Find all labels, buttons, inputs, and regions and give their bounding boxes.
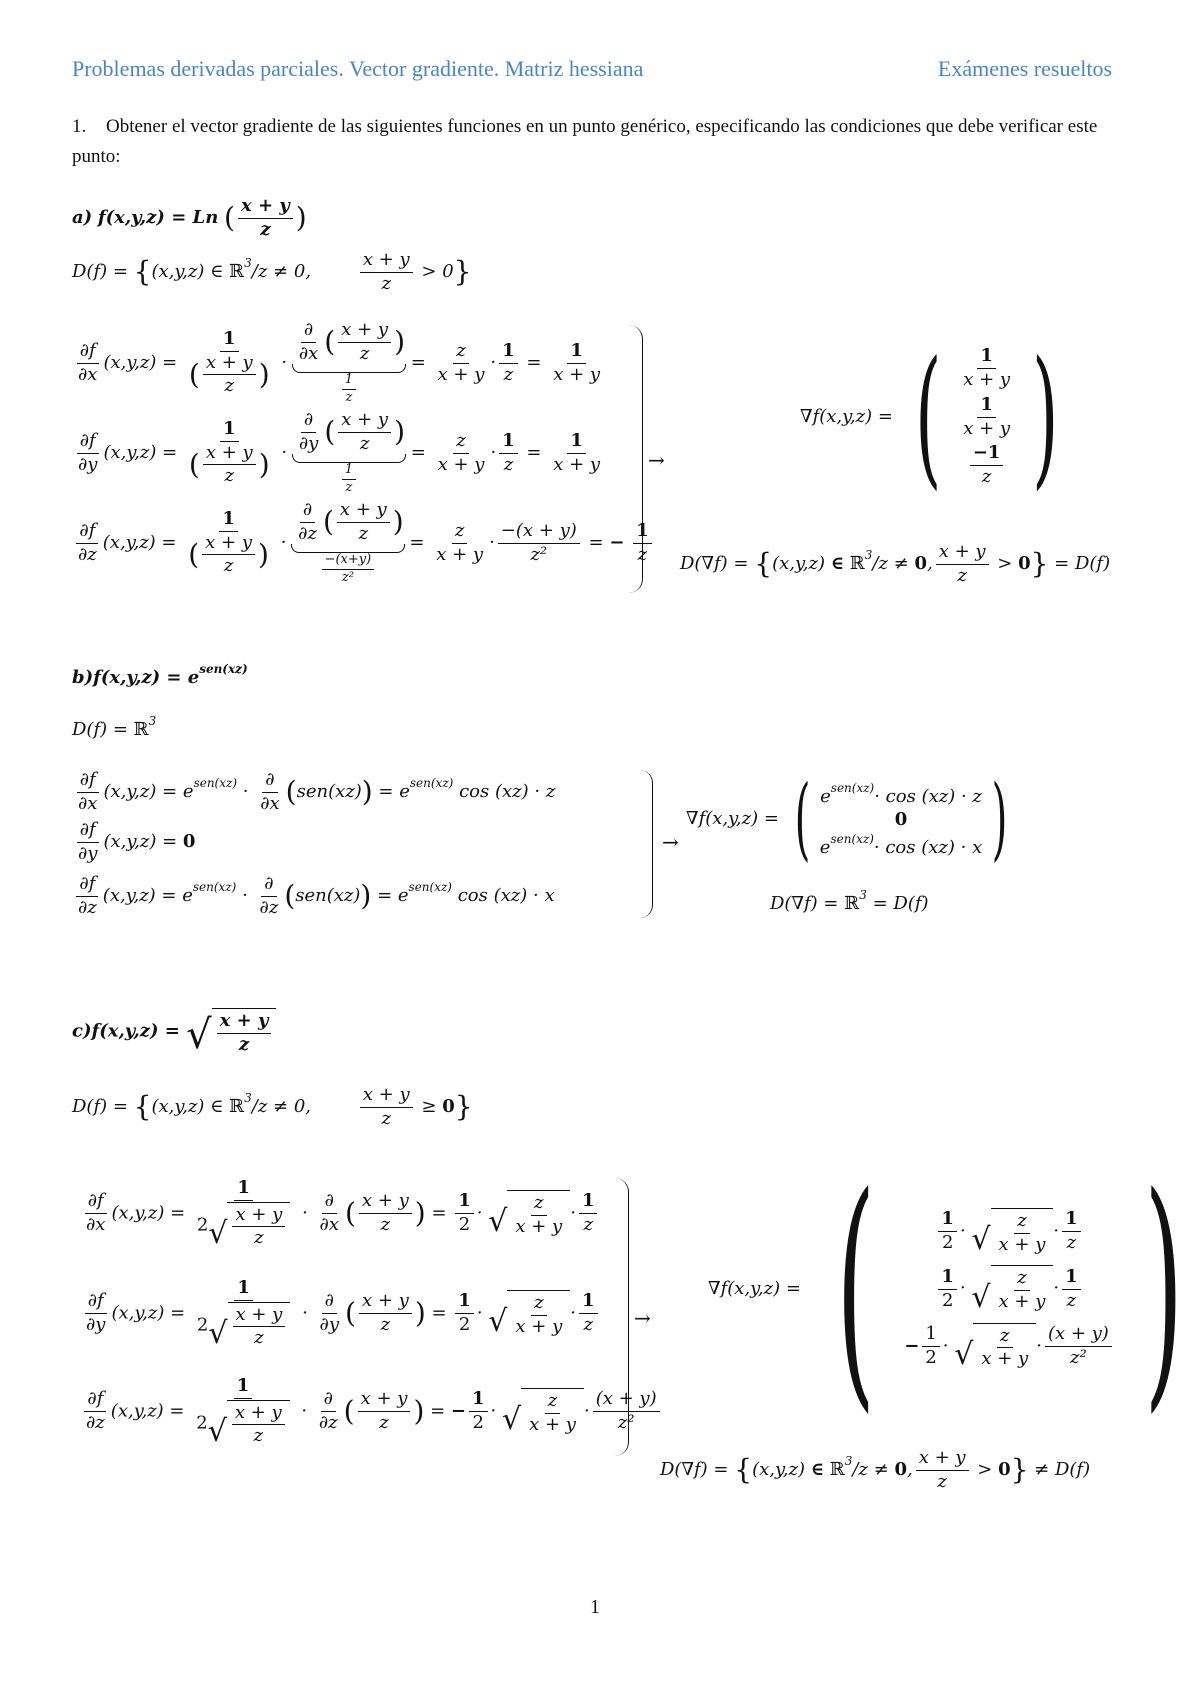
part-c-function: c)f(x,y,z) = √ $\frac{x + y}{z}$: [72, 1008, 276, 1055]
part-b-right-brace: [640, 770, 653, 918]
part-a-label: a): [72, 207, 93, 229]
part-c-label: c): [72, 1020, 92, 1042]
part-c-arrow: →: [634, 1306, 651, 1330]
part-a-gradient-domain: D(∇f) = {(x,y,z) ∈ ℝ$^3$/z ≠ 0, $\frac{x + y}{z}$ > 0} = D(f): [680, 541, 1111, 586]
problem-statement: [72, 112, 1122, 172]
part-a-domain: D(f) = {(x,y,z) ∈ ℝ$^3$/z ≠ 0, $\frac{x + y}{z}$ > 0}: [72, 249, 472, 294]
part-a-df-dx: $\frac{\partial f}{\partial x}$ (x,y,z) = 1 ( $\frac{x + y}{z}$ ) · $\frac{\partial}{\partial x}$ ( $\frac{x + y}{z}$ ) $\frac{1}{z}$ = $\frac{z}{x + y}$ · $\frac{1}{z}$ = $\frac{1}{x + y}$: [78, 319, 601, 406]
part-c-df-dz: $\frac{\partial f}{\partial z}$ (x,y,z) = 1 2 √ $\frac{x + y}{z}$ · $\frac{\partial}{\partial z}$ ( $\frac{x + y}{z}$ ) = − $\frac{1}{2}$ · √ $\frac{z}{x + y}$ · $\frac{(x + y)}{\text{z²}}$: [80, 1376, 663, 1447]
part-c-df-dy: $\frac{\partial f}{\partial y}$ (x,y,z) = 1 2 √ $\frac{x + y}{z}$ · $\frac{\partial}{\partial y}$ ( $\frac{x + y}{z}$ ) = $\frac{1}{2}$ · √ $\frac{z}{x + y}$ · $\frac{1}{z}$: [80, 1278, 601, 1349]
part-c-domain: D(f) = {(x,y,z) ∈ ℝ$^3$/z ≠ 0, $\frac{x + y}{z}$ ≥ 0}: [72, 1084, 473, 1129]
part-a-function: a) f(x,y,z) = Ln ( $\frac{x + y}{z}$ ): [72, 195, 307, 240]
part-b-function: $b)f(x,y,z) = e^{sen(xz)}$: [72, 662, 248, 688]
part-b-arrow: →: [662, 830, 679, 854]
document-title: Problemas derivadas parciales. Vector gradiente. Matriz hessiana: [72, 56, 644, 81]
document-category: Exámenes resueltos: [937, 56, 1112, 81]
part-b-domain: D(f) = ℝ$^3$: [72, 714, 157, 740]
part-b-df-dy: $\frac{\partial f}{\partial y}$ (x,y,z) = 0: [78, 819, 196, 864]
part-b-df-dz: $\frac{\partial f}{\partial z}$ $(x,y,z) = e^{sen(xz)}$ · $\frac{\partial}{\partial z}$ $(sen(xz)) = e^{sen(xz)}$ cos (xz) · x: [78, 873, 555, 918]
part-b-label: b): [72, 667, 94, 688]
problem-text: Obtener el vector gradiente de las siguientes funciones en un punto genérico, especificando las condiciones que debe verificar este punto:: [72, 116, 1098, 167]
part-c-gradient: ∇f(x,y,z) = ( $\frac{1}{2}$ · √ $\frac{z}{x + y}$ · $\frac{1}{z}$ $\frac{1}{2}$ · √ $\frac{z}{x + y}$ · $\frac{1}{z}$ − $\frac{1}{2}$ · √ $\frac{z}{x + y}$ · $\frac{(x + y)}{\text{z²}}$ ): [708, 1143, 1184, 1434]
part-a-df-dy: $\frac{\partial f}{\partial y}$ (x,y,z) = 1 ( $\frac{x + y}{z}$ ) · $\frac{\partial}{\partial y}$ ( $\frac{x + y}{z}$ ) $\frac{1}{z}$ = $\frac{z}{x + y}$ · $\frac{1}{z}$ = $\frac{1}{x + y}$: [78, 409, 601, 496]
part-c-df-dx: $\frac{\partial f}{\partial x}$ (x,y,z) = 1 2 √ $\frac{x + y}{z}$ · $\frac{\partial}{\partial x}$ ( $\frac{x + y}{z}$ ) = $\frac{1}{2}$ · √ $\frac{z}{x + y}$ · $\frac{1}{z}$: [80, 1178, 600, 1249]
problem-number: 1.: [72, 116, 87, 137]
part-b-gradient: ∇f(x,y,z) = ( $e^{sen(xz)}\cdot \cos (xz) \cdot z$ 0 $e^{sen(xz)}\cdot \cos (xz) \cdot x$ ): [686, 766, 1008, 871]
part-c-gradient-domain: D(∇f) = {(x,y,z) ∈ ℝ$^3$/z ≠ 0, $\frac{x + y}{z}$ > 0} ≠ D(f): [660, 1447, 1091, 1492]
part-a-arrow: →: [648, 448, 665, 472]
part-a-df-dz: $\frac{\partial f}{\partial z}$ (x,y,z) = 1 ( $\frac{x + y}{z}$ ) · $\frac{\partial}{\partial z}$ ( $\frac{x + y}{z}$ ) $\frac{-(x+y)}{\text{z²}}$ = $\frac{z}{x + y}$ · $\frac{-(x + y)}{\text{z²}}$ = − $\frac{1}{z}$: [72, 500, 655, 586]
page-number: 1: [590, 1596, 600, 1618]
part-a-gradient: ∇f(x,y,z) = ( $\frac{1}{x + y}$ $\frac{1}{x + y}$ $\frac{-1}{z}$ ): [800, 330, 1059, 504]
part-b-gradient-domain: D(∇f) = ℝ$^3$ = D(f): [770, 888, 929, 914]
part-c-right-brace: [614, 1178, 629, 1456]
part-a-right-brace: [628, 325, 643, 593]
part-b-df-dx: $\frac{\partial f}{\partial x}$ $(x,y,z) = e^{sen(xz)}$ · $\frac{\partial}{\partial x}$ $(sen(xz)) = e^{sen(xz)}$ cos (xz) · z: [78, 769, 556, 814]
